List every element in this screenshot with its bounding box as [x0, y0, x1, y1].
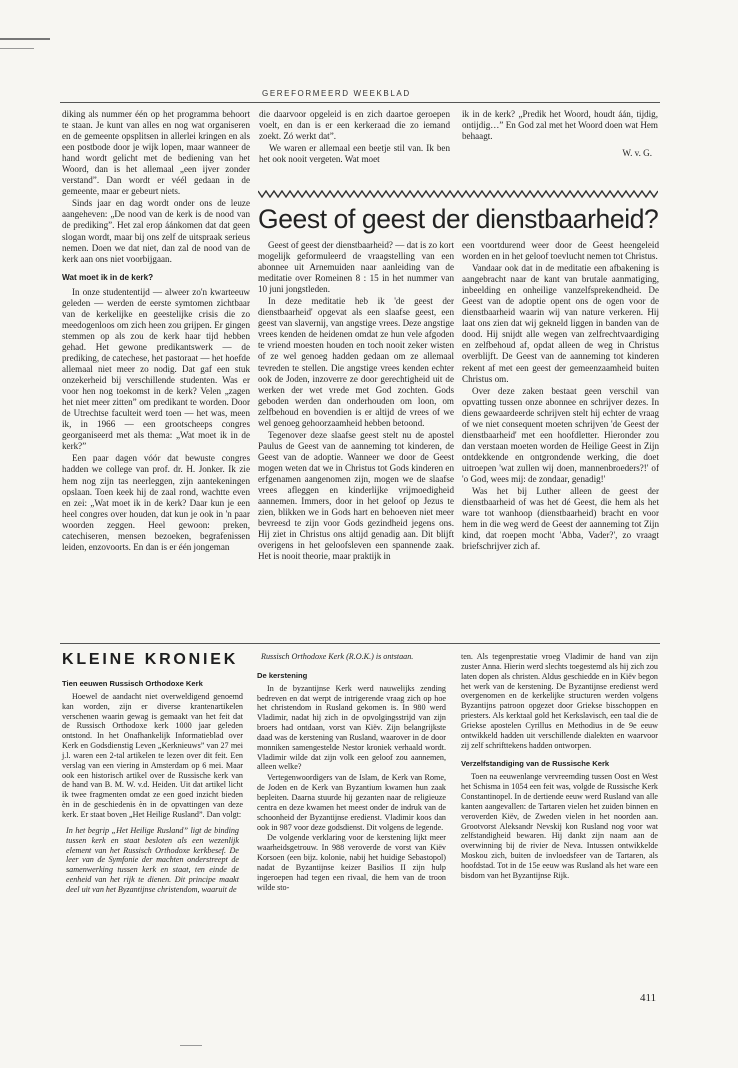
subheading: De kerstening — [257, 670, 308, 680]
paragraph: Sinds jaar en dag wordt onder ons de leuze aangeheven: „De nood van de kerk is de nood van de prediking”. Het zal erop áánkomen dat dat geen slogan wordt, maar bij ons zelf de uitspraak serieus nemen. Doen we dat niet, dan zal de nood van de kerk aan ons niet voorbijgaan. — [62, 198, 250, 264]
subheading: Tien eeuwen Russisch Orthodoxe Kerk — [62, 679, 203, 688]
kroniek-column-right — [461, 652, 658, 882]
column-right — [462, 109, 658, 160]
article-column-right — [462, 240, 659, 553]
paragraph: Een paar dagen vóór dat bewuste congres hadden we college van prof. dr. H. Jonker. Ik zie hem nog zijn tas neerleggen, zijn aantekeningen opslaan. Toen keek hij de zaal rond, wachtte even en zei: „Wat moet ik in de kerk? Daar kun je een heel congres over houden, dat kun je ook in 'n paar woorden zeggen. Heel gewoon: preken, catechiseren, mensen bezoeken, begrafenissen leiden, enzovoorts. En dan is er één jongeman — [62, 453, 250, 552]
quotation — [62, 826, 243, 895]
kroniek-column-left — [62, 674, 243, 896]
paragraph: Tegenover deze slaafse geest stelt nu de apostel Paulus de Geest van de aanneming tot kinderen, de Geest van de adoptie. Wanneer we door de Geest mogen weten dat we in Christus tot Gods kinderen en erfgenamen aangenomen zijn, mogen we de slaafse vrees afleggen en kinderlijke vrijmoedigheid aannemen. Immers, door in het geloof op Jezus te zien, blikken we in Gods hart en behoeven niet meer bevreesd te zijn voor Gods gezindheid jegens ons. Hij ziet in Christus ons altijd genadig aan. Dit blijft overigens in het geloofsleven een spannende zaak. Het is nooit theorie, maar praktijk in — [258, 429, 454, 562]
paragraph: We waren er allemaal een beetje stil van. Ik ben het ook nooit vergeten. Wat moet — [259, 143, 450, 165]
paragraph: Hoewel de aandacht niet overweldigend genoemd kan worden, zijn er diverse krantenartikelen verschenen waarin gewag is gemaakt van het feit dat de Russisch Orthodoxe kerk 1000 jaar geleden ontstond. In het Onafhankelijk Informatieblad over Kerk en Godsdienstig Leven „Kerknieuws” van 27 mei j.l. waren een 2-tal artikelen te lezen over dit feit. Een verslag van een viering in Amsterdam op 6 mei. Maar ook een historisch artikel over de Russische kerk van de hand van B. M. W. v.d. Heiden. Uit dat artikel licht ik twee fragmenten omdat ze een goed inzicht bieden èn in de geschiedenis èn in de opvattingen van deze kerk. Er staat boven „Het Heilige Rusland”. Dan volgt: — [62, 691, 243, 819]
column-middle — [259, 109, 450, 166]
quote-text: Russisch Orthodoxe Kerk (R.O.K.) is ontstaan. — [261, 652, 414, 661]
zigzag-divider — [258, 190, 658, 198]
article-title: Geest of geest der dienstbaarheid? — [258, 204, 659, 234]
paragraph: Vertegenwoordigers van de Islam, de Kerk van Rome, de Joden en de Kerk van Byzantium kwamen hun zaak bepleiten. Daarna stuurde hij gezanten naar de religieuze centra en deze kwamen het meest onder de indruk van de schoonheid der Byzantijnse eredienst. Vladimir koos dan ook in 987 voor deze godsdienst. Dit volgens de legende. — [257, 773, 446, 832]
subheading: Wat moet ik in de kerk? — [62, 272, 154, 282]
author-signature: W. v. G. — [622, 148, 652, 159]
paragraph: In onze studententijd — alweer zo'n kwarteeuw geleden — werden de eerste symtomen zichtbaar van de kerkelijke en geestelijke crisis die zo meedogenloos om zich heen zou grijpen. Er gingen stemmen op als zou de kerk haar tijd hebben gehad. Het gewone predikantswerk — de prediking, de catechese, het pastoraat — het hoefde allemaal niet meer zo nodig. Dat gaf een stuk onzekerheid bij verschillende studenten. Was er voor hen nog toekomst in de kerk? Velen „zagen het niet meer zitten” om predikant te worden. Door de Utrechtse faculteit werd toen — het was, meen ik, in 1966 — een grootscheeps congres georganiseerd met als thema: „Wat moet ik in de kerk?” — [62, 286, 250, 452]
quote-text: In het begrip „Het Heilige Rusland” ligt de binding tussen kerk en staat besloten als een wezenlijk element van het Russisch Orthodoxe kerkbesef. De leer van de Symfonie der machten onderstreept de samenwerking tussen kerk en staat, ten einde de eenheid van het rijk te dienen. Dit principe maakt deel uit van het Byzantijnse christendom, waaruit de — [66, 825, 239, 894]
paragraph: Geest of geest der dienstbaarheid? — dat is zo kort mogelijk geformuleerd de vraagstelling van een abonnee uit Arnemuiden naar aanleiding van de meditatie over Romeinen 8 : 15 in het nummer van 10 juni jongstleden. — [258, 240, 454, 295]
paragraph: een voortdurend weer door de Geest heengeleid worden en in het geloof toevlucht nemen tot Christus. — [462, 240, 659, 262]
paragraph: De volgende verklaring voor de kerstening lijkt meer waarheidsgetrouw. In 988 veroverde de vorst van Kiëv Korsoen (een bijz. kolonie, nabij het huidige Sebastopol) nadat de Byzantijnse keizer Basilios II zijn hulp ingeroepen had tegen een rivaal, die hem van de troon wilde sto- — [257, 833, 446, 892]
kroniek-column-middle — [257, 652, 446, 893]
quotation — [257, 652, 446, 662]
scan-mark — [180, 1045, 202, 1046]
paragraph: Was het bij Luther alleen de geest der dienstbaarheid of was het dé Geest, die hem als het ware tot wanhoop (dienstbaarheid) bracht en voor hem in die weg werd de Geest der aanneming tot Zijn kind, dat roepen mocht 'Abba, Vader?', zo vraagt briefschrijver zich af. — [462, 486, 659, 552]
paragraph: ik in de kerk? „Predik het Woord, houdt áán, tijdig, ontijdig…” En God zal met het Woord doen wat Hem behaagt. — [462, 109, 658, 142]
paragraph: Vandaar ook dat in de meditatie een afbakening is aangebracht naar de kant van brutale aanmatiging, inbeelding en onheilige vanzelfsprekendheid. De Geest van de adoptie opent ons de ogen voor de dienstbaarheid waarin wij van nature verkeren. Hij laat ons zien dat wij gekneld liggen in banden van de dood. Hij snijdt alle wegen van zelfrechtvaardiging en zelfbehoud af, opdat alleen de weg in Christus overblijft. De Geest van de aanneming tot kinderen rekent af met een geest der gemeenzaamheid buiten Christus om. — [462, 263, 659, 384]
header-rule — [60, 102, 660, 103]
scan-mark — [0, 48, 34, 49]
section-title: KLEINE KRONIEK — [62, 651, 239, 668]
paragraph: Toen na eeuwenlange vervreemding tussen Oost en West het Schisma in 1054 een feit was, volgde de Russische Kerk Constantinopel. In de dertiende eeuw werd Rusland van alle kanten aangevallen: de Tartaren vielen het zuiden binnen en veroverden Kiëv, de Zweden vielen in het noorden aan. Grootvorst Aleksandr Nevskij kon Rusland nog voor wat zelfstandigheid bewaren. Hij dankt zijn naam aan de overwinning bij de rivier de Neva. Intussen ontwikkelde Moskou zich, buiten de invloedsfeer van de Tartaren, als hoofdstad. Tot in de 15e eeuw was Rusland als het ware een bisdom van het Byzantijnse Rijk. — [461, 772, 658, 880]
article-column-left — [258, 240, 454, 563]
section-rule — [60, 643, 660, 644]
paragraph: Over deze zaken bestaat geen verschil van opvatting tussen onze abonnee en schrijver dezes. In diens gewaardeerde schrijven stelt hij echter de vraag of we niet consequent moeten schrijven 'de Geest der dienstbaarheid' met een hoofdletter. Hieronder zou dan verstaan moeten worden de Heilige Geest in Zijn ontdekkende en ontgrondende werking, die doet uitroepen 'wat zullen wij doen, mannenbroeders?!' of 'o God, wees mij: de zondaar, genadig!' — [462, 385, 659, 484]
paragraph: die daarvoor opgeleid is en zich daartoe geroepen voelt, en dan is er een kerkeraad die zo iemand zoekt. Zó werkt dat”. — [259, 109, 450, 142]
paragraph: diking als nummer één op het programma behoort te staan. Je kunt van alles en nog wat organiseren en de gemeente opsplitsen in allerlei kringen en als een postbode door je wijk lopen, maar wanneer de hand wordt gelicht met de bediening van het Woord, dan is het allemaal „een ijver zonder verstand”. Dan wordt er véél gedaan in de gemeente, maar er gebeurt niets. — [62, 109, 250, 197]
subheading: Verzelfstandiging van de Russische Kerk — [461, 759, 610, 769]
column-left — [62, 109, 250, 554]
paragraph: In deze meditatie heb ik 'de geest der dienstbaarheid' opgevat als een slaafse geest, een geest van slavernij, van angstige vrees. Deze angstige vrees kenden de heidenen omdat ze hun vele afgoden te vriend moesten houden en toch nooit zeker wisten of ze wel genoeg hadden gedaan om ze allemaal tevreden te stellen. Die angstige vrees kenden echter ook de Joden, inzoverre ze door gerechtigheid uit de werken der wet vrede met God zochten. Gods geboden werden dan onderhouden om loon, om zelfbehoud en bovendien is er altijd de vrees of we wel genoeg gehoorzaamheid hebben betoond. — [258, 296, 454, 428]
paragraph: ten. Als tegenprestatie vroeg Vladimir de hand van zijn zuster Anna. Hierin werd slechts toegestemd als hij zich zou laten dopen als christen. Aldus geschiedde en in Kiëv begon het werk van de kerstening. De Byzantijnse eredienst werd overgenomen en de kerkelijke structuren werden volgens Byzantijns patroon opgezet door Griekse bisschoppen en priesters. Als kerktaal gold het Kerkslavisch, een taal die de Griekse apostelen Cyrillus en Methodius in de 9e eeuw ontwikkeld hadden uit verschillende dialekten en waarvoor zij zelf schrifttekens hadden ontworpen. — [461, 652, 658, 750]
running-header: GEREFORMEERD WEEKBLAD — [262, 89, 411, 98]
page-number: 411 — [640, 992, 657, 1004]
scan-mark — [0, 38, 50, 40]
paragraph: In de byzantijnse Kerk werd nauwelijks zending bedreven en dat werpt de intrigerende vraag zich op hoe het christendom in Rusland gekomen is. In 980 werd Vladimir, nadat hij zich in de opvolgingsstrijd van zijn broers had ontdaan, vorst van Kiëv. Zijn belangrijkste daad was de kerstening van Rusland, waarover in de door monniken samengestelde Nestor kroniek verhaald wordt. Vladimir wilde dat zijn volk een geloof zou aannemen, alleen welke? — [257, 683, 446, 772]
